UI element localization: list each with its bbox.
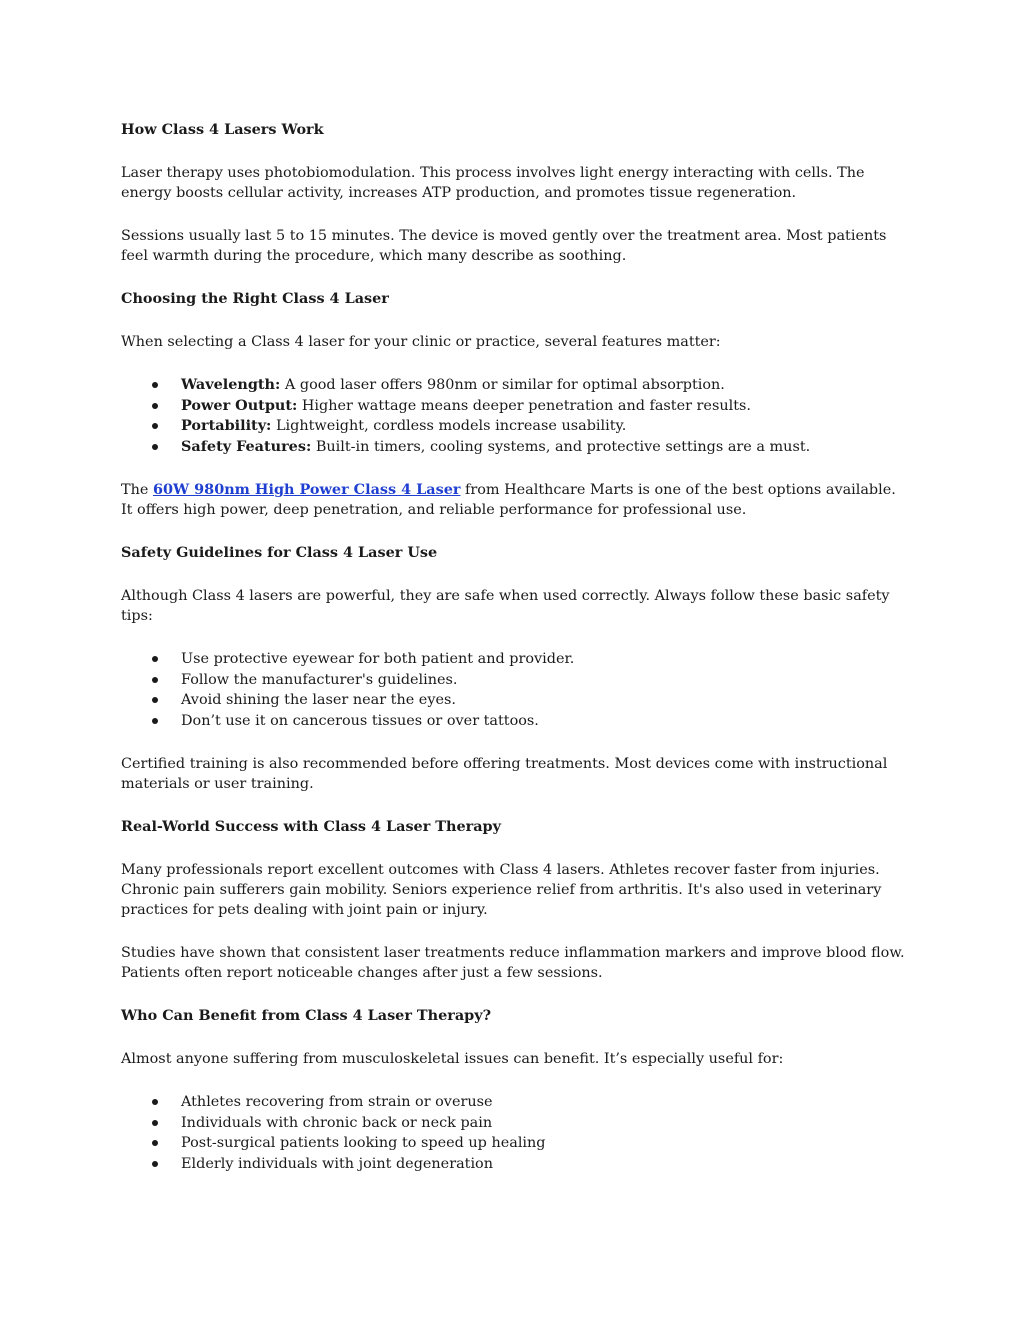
bullet-icon [152,718,158,724]
paragraph-studies: Studies have shown that consistent laser treatments reduce inflammation markers and improve blood flow. Patients often report noticeable changes after just a few sessions. [121,945,905,981]
feature-text: Higher wattage means deeper penetration and faster results. [297,397,751,414]
list-item [121,375,911,396]
section-heading-safety: Safety Guidelines for Class 4 Laser Use [121,544,438,561]
section-heading-choosing: Choosing the Right Class 4 Laser [121,290,389,307]
list-item [121,690,911,711]
group-text: Individuals with chronic back or neck pain [181,1114,493,1131]
section-heading-benefit: Who Can Benefit from Class 4 Laser Therapy? [121,1007,492,1024]
bullet-icon [152,1161,158,1167]
feature-term: Portability: [181,417,272,434]
group-text: Post-surgical patients looking to speed up healing [181,1135,546,1151]
list-item [121,670,911,691]
product-suffix: from Healthcare Marts is one of the best options available. It offers high power, deep penetration, and reliable performance for professional use. [121,482,896,518]
paragraph-outcomes: Many professionals report excellent outcomes with Class 4 lasers. Athletes recover faster from injuries. Chronic pain sufferers gain mobility. Seniors experience relief from arthritis. It's also used in veterinary practices for pets dealing with joint pain or injury. [121,862,882,918]
tip-text: Use protective eyewear for both patient and provider. [181,651,575,667]
list-item [121,649,911,670]
paragraph-product [121,480,911,520]
feature-text: Lightweight, cordless models increase usability. [271,418,627,434]
product-prefix: The [121,482,153,498]
bullet-icon [152,677,158,683]
bullet-icon [152,697,158,703]
list-item [121,711,911,732]
bullet-icon [152,1099,158,1105]
paragraph-benefit-intro: Almost anyone suffering from musculoskeletal issues can benefit. It’s especially useful for: [121,1051,784,1067]
tip-text: Avoid shining the laser near the eyes. [181,692,456,708]
product-link[interactable]: 60W 980nm High Power Class 4 Laser [152,481,461,498]
paragraph-training: Certified training is also recommended before offering treatments. Most devices come with instructional materials or user training. [121,756,888,792]
feature-term: Power Output: [181,396,298,414]
bullet-icon [152,403,158,409]
bullet-icon [152,1140,158,1146]
tip-text: Follow the manufacturer's guidelines. [181,671,458,688]
list-item [121,416,911,437]
beneficiaries-list [121,1092,911,1174]
bullet-icon [152,444,158,450]
bullet-icon [152,423,158,429]
list-item [121,437,911,458]
list-item [121,396,911,417]
list-item [121,1092,911,1113]
paragraph-safety-intro: Although Class 4 lasers are powerful, they are safe when used correctly. Always follow these basic safety tips: [121,588,890,624]
section-heading-success: Real-World Success with Class 4 Laser Therapy [121,818,501,835]
list-item [121,1113,911,1134]
features-list [121,375,911,457]
paragraph-choosing-intro: When selecting a Class 4 laser for your clinic or practice, several features matter: [121,334,721,350]
group-text: Athletes recovering from strain or overuse [181,1094,493,1110]
feature-term: Wavelength: [181,376,281,393]
paragraph-photobiomodulation: Laser therapy uses photobiomodulation. This process involves light energy interacting with cells. The energy boosts cellular activity, increases ATP production, and promotes tissue regeneration. [121,165,865,201]
bullet-icon [152,382,158,388]
list-item [121,1133,911,1154]
feature-term: Safety Features: [181,437,312,455]
section-heading-how-it-works: How Class 4 Lasers Work [121,121,324,138]
tip-text: Don’t use it on cancerous tissues or over tattoos. [181,712,539,729]
safety-tips-list [121,649,911,731]
feature-text: A good laser offers 980nm or similar for optimal absorption. [280,377,725,393]
bullet-icon [152,656,158,662]
group-text: Elderly individuals with joint degeneration [181,1155,493,1172]
list-item [121,1154,911,1175]
bullet-icon [152,1120,158,1126]
paragraph-sessions: Sessions usually last 5 to 15 minutes. The device is moved gently over the treatment area. Most patients feel warmth during the procedure, which many describe as soothing. [121,228,887,264]
feature-text: Built-in timers, cooling systems, and protective settings are a must. [311,438,811,455]
document-page [121,120,911,1197]
